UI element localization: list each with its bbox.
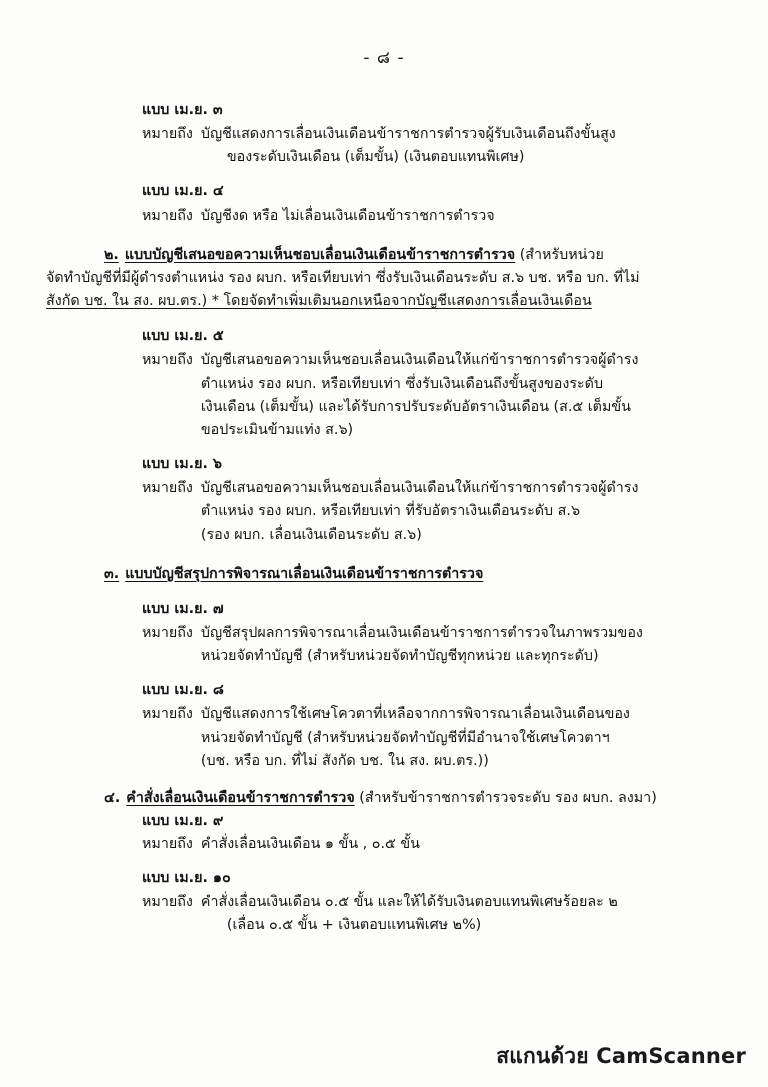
definition-label: หมายถึง <box>142 207 193 224</box>
definition-line: (รอง ผบก. เลื่อนเงินเดือนระดับ ส.๖) <box>200 526 422 543</box>
form-entry <box>46 99 722 169</box>
page-number: - ๘ - <box>363 48 405 68</box>
definition-line: เงินเดือน (เต็มขั้น) และได้รับการปรับระดับอัตราเงินเดือน (ส.๕ เต็มขั้น <box>200 398 631 415</box>
form-definition <box>142 703 722 772</box>
section-4-heading-block <box>46 787 722 810</box>
form-title: แบบ เม.ย. ๗ <box>142 600 224 617</box>
form-entry <box>46 325 722 442</box>
section-body-line: จัดทำบัญชีที่มีผู้ดำรงตำแหน่ง รอง ผบก. หรือเทียบเท่า ซึ่งรับเงินเดือนระดับ ส.๖ บช. หรือ บก. ที่ไม่ <box>46 269 640 286</box>
document-content <box>0 71 768 937</box>
definition-text <box>201 703 722 772</box>
definition-text <box>201 349 722 442</box>
form-definition <box>142 891 722 937</box>
definition-line: บัญชีงด หรือ ไม่เลื่อนเงินเดือนข้าราชการตำรวจ <box>200 207 495 224</box>
section-3 <box>46 563 722 586</box>
section-note: (สำหรับหน่วย <box>519 246 604 263</box>
form-entry <box>46 810 722 856</box>
definition-line: (บช. หรือ บก. ที่ไม่ สังกัด บช. ใน สง. ผบ.ตร.)) <box>200 752 489 769</box>
section-2-heading-block <box>46 244 722 313</box>
definition-label: หมายถึง <box>142 126 193 143</box>
definition-line: บัญชีเสนอขอความเห็นชอบเลื่อนเงินเดือนให้แก่ข้าราชการตำรวจผู้ดำรง <box>200 352 639 369</box>
form-title: แบบ เม.ย. ๑๐ <box>142 870 231 887</box>
section-number: ๔. <box>104 789 121 806</box>
form-title: แบบ เม.ย. ๖ <box>142 456 222 473</box>
form-entry <box>46 679 722 773</box>
section-body-line: สังกัด บช. ใน สง. ผบ.ตร.) * โดยจัดทำเพิ่มเติมนอกเหนือจากบัญชีแสดงการเลื่อนเงินเดือน <box>46 293 592 310</box>
form-definition <box>142 477 722 546</box>
definition-label: หมายถึง <box>142 352 193 369</box>
definition-label: หมายถึง <box>142 624 193 641</box>
definition-line: ขอประเมินข้ามแท่ง ส.๖) <box>200 421 354 438</box>
definition-line: คำสั่งเลื่อนเงินเดือน ๐.๕ ขั้น และให้ได้รับเงินตอบแทนพิเศษร้อยละ ๒ <box>200 893 618 910</box>
form-entry <box>46 453 722 547</box>
definition-line: บัญชีแสดงการเลื่อนเงินเดือนข้าราชการตำรวจผู้รับเงินเดือนถึงขั้นสูง <box>200 126 616 143</box>
section-note: (สำหรับข้าราชการตำรวจระดับ รอง ผบก. ลงมา) <box>359 789 657 806</box>
definition-line: บัญชีเสนอขอความเห็นชอบเลื่อนเงินเดือนให้แก่ข้าราชการตำรวจผู้ดำรง <box>200 480 639 497</box>
definition-line: ตำแหน่ง รอง ผบก. หรือเทียบเท่า ซึ่งรับเงินเดือนถึงขั้นสูงของระดับ <box>200 375 604 392</box>
definition-text <box>201 622 722 668</box>
form-title: แบบ เม.ย. ๘ <box>142 682 224 699</box>
form-title: แบบ เม.ย. ๙ <box>142 813 224 830</box>
section-4 <box>46 787 722 810</box>
camscanner-watermark: สแกนด้วย CamScanner <box>496 1044 746 1068</box>
section-2 <box>46 244 722 313</box>
form-definition <box>142 349 722 442</box>
form-title: แบบ เม.ย. ๔ <box>142 183 224 200</box>
form-title: แบบ เม.ย. ๓ <box>142 102 223 118</box>
definition-text <box>201 477 722 546</box>
form-title: แบบ เม.ย. ๕ <box>142 328 224 345</box>
form-definition <box>142 833 722 856</box>
definition-label: หมายถึง <box>142 480 193 497</box>
definition-line: (เลื่อน ๐.๕ ขั้น + เงินตอบแทนพิเศษ ๒%) <box>226 916 482 933</box>
definition-text <box>201 833 722 856</box>
form-entry <box>46 180 722 227</box>
section-title: แบบบัญชีสรุปการพิจารณาเลื่อนเงินเดือนข้าราชการตำรวจ <box>125 565 484 582</box>
section-number: ๓. <box>104 565 120 582</box>
definition-text <box>201 891 722 937</box>
section-title: แบบบัญชีเสนอขอความเห็นชอบเลื่อนเงินเดือนข้าราชการตำรวจ <box>124 246 516 263</box>
definition-line: หน่วยจัดทำบัญชี (สำหรับหน่วยจัดทำบัญชีที่มีอำนาจใช้เศษโควตาฯ <box>200 729 610 746</box>
definition-line: ของระดับเงินเดือน (เต็มขั้น) (เงินตอบแทนพิเศษ) <box>226 149 525 166</box>
definition-line: คำสั่งเลื่อนเงินเดือน ๑ ขั้น , ๐.๕ ขั้น <box>200 836 420 853</box>
form-definition <box>142 123 722 169</box>
definition-line: บัญชีสรุปผลการพิจารณาเลื่อนเงินเดือนข้าราชการตำรวจในภาพรวมของ <box>200 624 643 641</box>
section-number: ๒. <box>104 246 119 263</box>
definition-label: หมายถึง <box>142 706 193 723</box>
definition-line: หน่วยจัดทำบัญชี (สำหรับหน่วยจัดทำบัญชีทุกหน่วย และทุกระดับ) <box>200 648 599 665</box>
definition-label: หมายถึง <box>142 836 193 853</box>
definition-line: บัญชีแสดงการใช้เศษโควตาที่เหลือจากการพิจารณาเลื่อนเงินเดือนของ <box>200 706 630 723</box>
section-3-heading-block <box>46 563 722 586</box>
definition-text <box>201 205 722 228</box>
section-title: คำสั่งเลื่อนเงินเดือนข้าราชการตำรวจ <box>126 789 355 806</box>
form-definition <box>142 622 722 668</box>
definition-text <box>201 123 722 169</box>
form-entry <box>46 867 722 936</box>
form-entry <box>46 598 722 668</box>
definition-label: หมายถึง <box>142 893 193 910</box>
form-definition <box>142 205 722 228</box>
definition-line: ตำแหน่ง รอง ผบก. หรือเทียบเท่า ที่รับอัตราเงินเดือนระดับ ส.๖ <box>200 503 581 520</box>
